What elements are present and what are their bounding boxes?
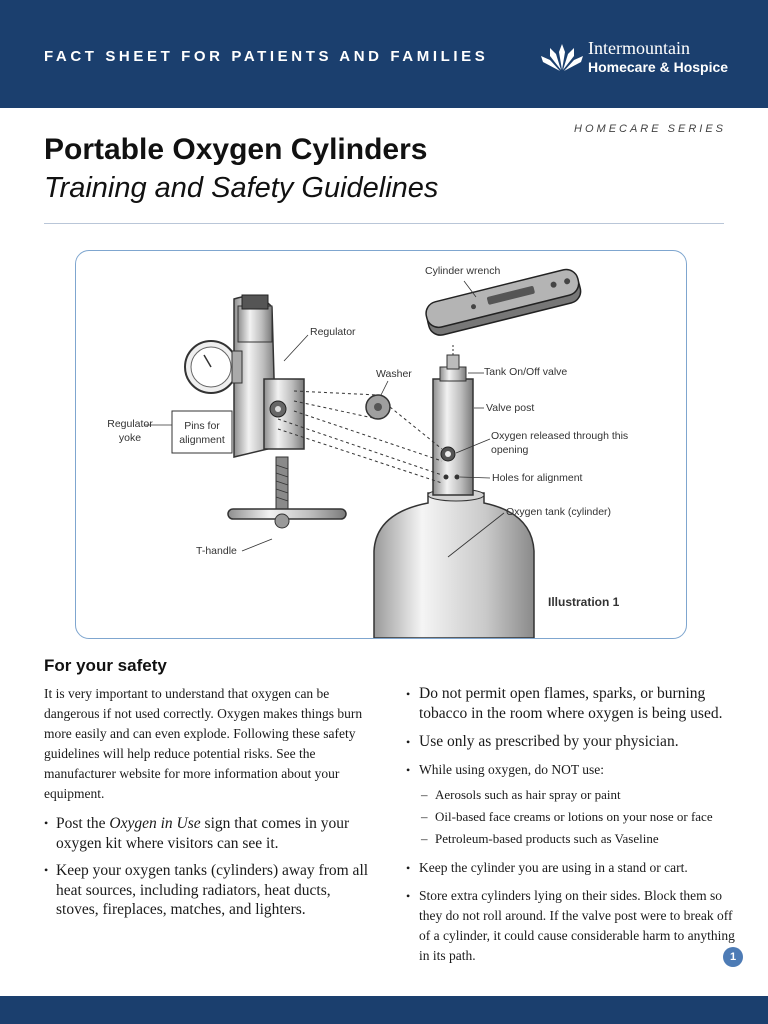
list-item: • Post the Oxygen in Use sign that comes in your oxygen kit where visitors can see it. — [44, 814, 369, 853]
list-item: • Keep the cylinder you are using in a stand or cart. — [406, 858, 736, 878]
page-number-badge: 1 — [723, 947, 743, 967]
page-subtitle: Training and Safety Guidelines — [44, 172, 439, 204]
label-oxygen-opening: Oxygen released through this opening — [491, 430, 629, 456]
safety-heading: For your safety — [44, 656, 167, 675]
label-oxygen-tank: Oxygen tank (cylinder) — [506, 506, 612, 518]
list-item: • While using oxygen, do NOT use: – Aerosols such as hair spray or paint – Oil-based face creams or lotions on your nose or face – Petroleum-based products such as Vaseline — [406, 760, 736, 850]
title-divider — [44, 223, 724, 224]
label-regulator: Regulator — [310, 326, 356, 338]
footer-bar — [0, 996, 768, 1024]
list-item: • Store extra cylinders lying on their sides. Block them so they do not roll around. If the valve post were to break off of a cylinder, it could cause considerable harm to anything in its path. — [406, 886, 736, 966]
page-title: Portable Oxygen Cylinders — [44, 133, 428, 166]
list-item: • Do not permit open flames, sparks, or burning tobacco in the room where oxygen is being used. — [406, 684, 736, 724]
safety-intro: It is very important to understand that oxygen can be dangerous if not used correctly. Oxygen makes things burn more easily and can even explode. Following these safety guidelines will help reduce potential risks. See the manufacturer website for more information about your equipment. — [44, 686, 363, 801]
sub-list — [419, 784, 736, 850]
list-item: • Use only as prescribed by your physician. — [406, 732, 736, 752]
fact-sheet-tagline: FACT SHEET FOR PATIENTS AND FAMILIES — [44, 48, 489, 65]
label-cylinder-wrench: Cylinder wrench — [425, 265, 501, 277]
label-t-handle: T-handle — [196, 545, 237, 557]
label-valve-post: Valve post — [486, 402, 535, 414]
illustration-frame — [75, 250, 687, 639]
right-bullet-list — [406, 684, 736, 966]
sub-list-item: – Petroleum-based products such as Vaseline — [419, 828, 736, 850]
label-washer: Washer — [376, 368, 412, 380]
left-bullet-list — [44, 814, 369, 920]
header-banner — [0, 0, 768, 108]
label-pins-alignment: Pins for alignment — [179, 420, 225, 446]
label-holes-alignment: Holes for alignment — [492, 472, 583, 484]
logo-brand-name: Intermountain — [588, 38, 690, 58]
label-regulator-yoke: Regulator yoke — [107, 418, 153, 444]
left-column — [44, 684, 369, 928]
series-label: HOMECARE SERIES — [574, 123, 726, 135]
illustration-caption: Illustration 1 — [548, 595, 620, 609]
list-item: • Keep your oxygen tanks (cylinders) away from all heat sources, including radiators, heat ducts, stoves, fireplaces, matches, and lighters. — [44, 861, 369, 920]
intermountain-logo — [540, 38, 750, 78]
logo-subtitle: Homecare & Hospice — [588, 59, 729, 75]
sub-list-item: – Aerosols such as hair spray or paint — [419, 784, 736, 806]
leaf-emblem-icon — [540, 40, 584, 76]
sub-list-item: – Oil-based face creams or lotions on your nose or face — [419, 806, 736, 828]
label-tank-valve: Tank On/Off valve — [484, 366, 568, 378]
right-column — [406, 684, 736, 974]
